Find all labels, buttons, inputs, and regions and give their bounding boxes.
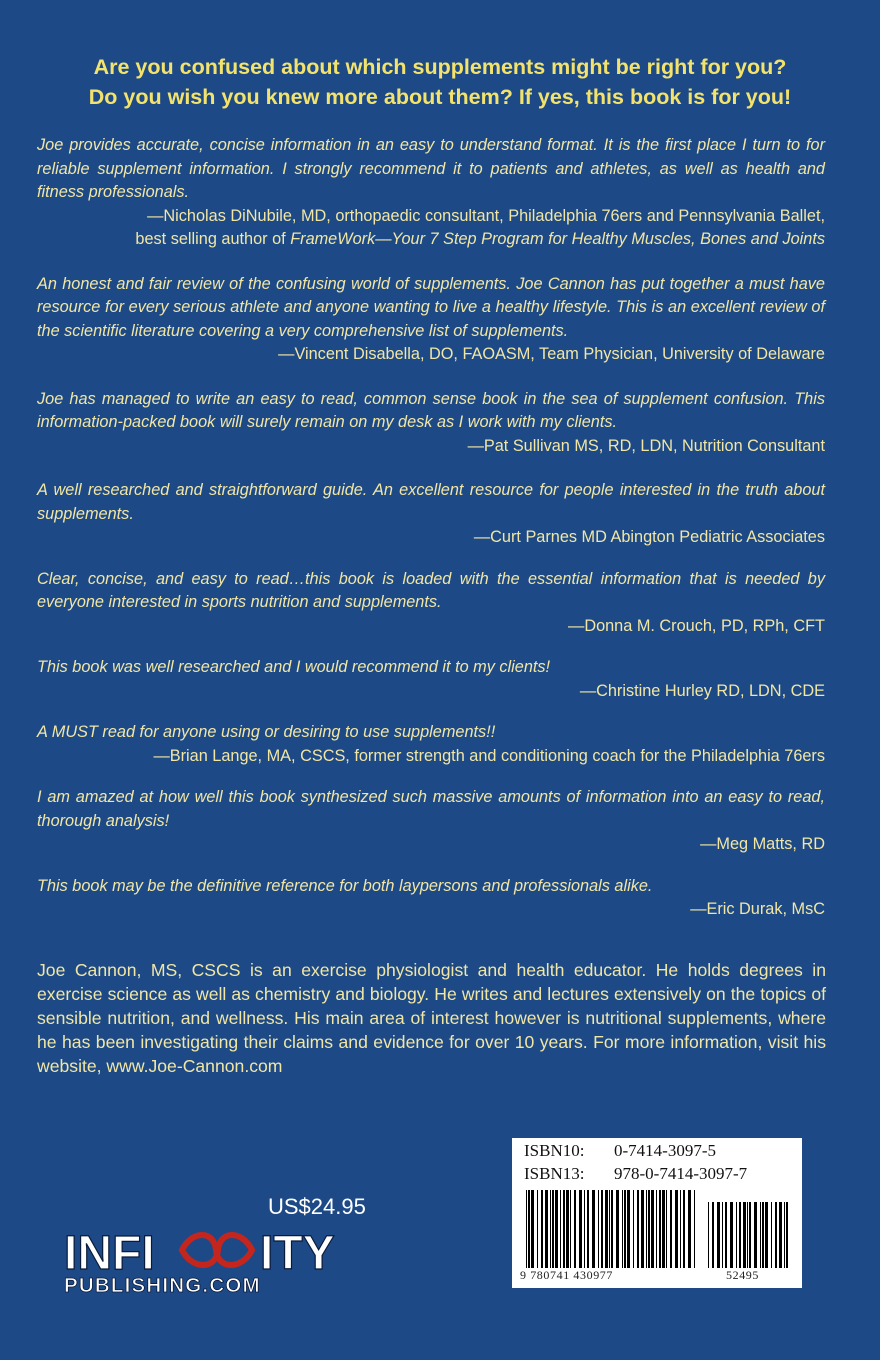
logo-text-ity: ITY — [260, 1227, 335, 1274]
barcode-bar — [641, 1190, 644, 1268]
testimonial-attribution: —Curt Parnes MD Abington Pediatric Associates — [473, 528, 825, 546]
barcode-bar — [531, 1190, 534, 1268]
barcode-bar — [570, 1190, 571, 1268]
barcode-bar — [662, 1190, 665, 1268]
barcode-bar — [611, 1190, 613, 1268]
testimonial-attribution-2 — [37, 228, 825, 252]
barcode-bar — [555, 1190, 558, 1268]
barcode-bar — [670, 1190, 672, 1268]
isbn13-value: 978-0-7414-3097-7 — [614, 1164, 748, 1183]
barcode-bar — [528, 1190, 530, 1268]
headline-line-1: Are you confused about which supplements might be right for you? — [93, 55, 787, 79]
testimonial-quote: A well researched and straightforward guide. An excellent resource for people interested in the truth about supplements. — [37, 481, 825, 523]
barcode-bar — [779, 1202, 782, 1268]
barcode-bar — [584, 1190, 585, 1268]
addon-digits: 52495 — [726, 1268, 759, 1282]
testimonial-quote: I am amazed at how well this book synthesized such massive amounts of information into an easy to read, thorough analysis! — [37, 788, 825, 830]
barcode-bar — [739, 1202, 741, 1268]
barcode-bar — [762, 1202, 764, 1268]
isbn10-value: 0-7414-3097-5 — [614, 1141, 716, 1160]
barcode-bar — [784, 1202, 785, 1268]
barcode-bar — [675, 1190, 678, 1268]
barcode-bar — [560, 1190, 561, 1268]
testimonial — [37, 721, 825, 768]
barcode-bars — [512, 1138, 802, 1288]
price: US$24.95 — [268, 1194, 366, 1219]
barcode-bar — [694, 1190, 695, 1268]
testimonial-attribution: —Pat Sullivan MS, RD, LDN, Nutrition Consultant — [467, 436, 825, 455]
barcode-bar — [579, 1190, 582, 1268]
testimonial-quote: Clear, concise, and easy to read…this book is loaded with the essential information that is needed by everyone interested in sports nutrition and supplements. — [37, 569, 825, 611]
barcode-bar — [624, 1190, 626, 1268]
barcode-bar — [526, 1190, 527, 1268]
barcode-bar — [775, 1202, 777, 1268]
barcode-bar — [656, 1190, 657, 1268]
barcode-bar — [747, 1202, 748, 1268]
barcode-bar — [592, 1190, 595, 1268]
barcode-bar — [743, 1202, 746, 1268]
barcode-bar — [754, 1202, 757, 1268]
publisher-sub: PUBLISHING.COM — [64, 1274, 261, 1297]
barcode-bar — [651, 1190, 654, 1268]
barcode-bar — [541, 1190, 543, 1268]
attribution-prefix: best selling author of — [135, 230, 291, 248]
testimonial — [37, 388, 825, 459]
publisher-logo — [64, 1224, 388, 1274]
testimonial — [37, 875, 825, 922]
barcode-bar — [648, 1190, 650, 1268]
barcode-bar — [550, 1190, 551, 1268]
barcode-box — [512, 1138, 802, 1288]
barcode-bar — [722, 1202, 723, 1268]
testimonial-quote: A MUST read for anyone using or desiring to use supplements!! — [37, 723, 496, 741]
barcode-bar — [605, 1190, 608, 1268]
author-bio: Joe Cannon, MS, CSCS is an exercise physiologist and health educator. He holds degrees in exercise science as well as chemistry and biology. He writes and lectures extensively on the topics of sensible nutrition, and wellness. His main area of interest however is nutritional supplements, where he has been investigating their claims and evidence for over 10 years. For more information, visit his website, www.Joe-Cannon.com — [37, 960, 826, 1076]
headline-line-2: Do you wish you knew more about them? If yes, this book is for you! — [88, 85, 792, 109]
barcode-bar — [688, 1190, 691, 1268]
isbn10-label: ISBN10: — [524, 1141, 585, 1160]
barcode-bar — [587, 1190, 589, 1268]
barcode-bar — [712, 1202, 714, 1268]
testimonial-attribution: —Eric Durak, MsC — [690, 900, 825, 918]
barcode-bar — [680, 1190, 681, 1268]
barcode-bar — [609, 1190, 610, 1268]
barcode-bar — [786, 1202, 788, 1268]
testimonial-quote: Joe has managed to write an easy to read, common sense book in the sea of supplement confusion. This information-packed book will surely remain on my desk as I work with my clients. — [37, 389, 825, 431]
barcode-bar — [683, 1190, 685, 1268]
barcode-bar — [736, 1202, 737, 1268]
testimonial-attribution: —Donna M. Crouch, PD, RPh, CFT — [568, 616, 825, 635]
testimonial-attribution: —Brian Lange, MA, CSCS, former strength and conditioning coach for the Philadelphia 76ers — [153, 746, 825, 765]
testimonial-quote: This book was well researched and I would recommend it to my clients! — [37, 658, 551, 676]
barcode-bar — [633, 1190, 634, 1268]
barcode-bar — [765, 1202, 768, 1268]
testimonial — [37, 134, 825, 252]
barcode-bar — [749, 1202, 751, 1268]
barcode-bar — [537, 1190, 538, 1268]
barcode-bar — [708, 1202, 709, 1268]
barcode-bar — [771, 1202, 772, 1268]
testimonial-quote: This book may be the definitive reference for both laypersons and professionals alike. — [37, 876, 653, 895]
barcode-bar — [725, 1202, 727, 1268]
barcode-bar — [563, 1190, 565, 1268]
testimonial — [37, 479, 825, 550]
barcode-bar — [760, 1202, 761, 1268]
testimonial-quote: Joe provides accurate, concise information in an easy to understand format. It is the first place I turn to for reliable supplement information. I strongly recommend it to patients and athletes, as well as health and fitness professionals. — [37, 136, 825, 201]
testimonial-quote: An honest and fair review of the confusing world of supplements. Joe Cannon has put together a must have resource for every serious athlete and anyone wanting to live a healthy lifestyle. This is an excellent review of the scientific literature covering a very comprehensive list of supplements. — [37, 274, 825, 340]
barcode-bar — [717, 1202, 720, 1268]
barcode-bar — [598, 1190, 599, 1268]
testimonial — [37, 786, 825, 857]
barcode-bar — [545, 1190, 548, 1268]
testimonial-attribution: —Nicholas DiNubile, MD, orthopaedic consultant, Philadelphia 76ers and Pennsylvania Ballet, — [147, 206, 825, 225]
testimonial-attribution: —Christine Hurley RD, LDN, CDE — [579, 681, 825, 700]
testimonials — [37, 134, 825, 922]
barcode-bar — [574, 1190, 576, 1268]
barcode-bar — [552, 1190, 554, 1268]
barcode-digits: 9 780741 430977 — [520, 1268, 613, 1282]
barcode-bar — [601, 1190, 603, 1268]
testimonial — [37, 273, 825, 367]
testimonial — [37, 568, 825, 639]
barcode-bar — [730, 1202, 733, 1268]
testimonial — [37, 656, 825, 703]
testimonial-attribution: —Meg Matts, RD — [700, 835, 825, 853]
isbn13-label: ISBN13: — [524, 1164, 585, 1183]
barcode-bar — [666, 1190, 667, 1268]
infinity-icon — [182, 1235, 252, 1265]
testimonial-attribution: —Vincent Disabella, DO, FAOASM, Team Physician, University of Delaware — [278, 345, 825, 363]
barcode-bar — [566, 1190, 569, 1268]
barcode-bar — [646, 1190, 647, 1268]
logo-text-inf: INFI — [64, 1227, 155, 1274]
book-title: FrameWork—Your 7 Step Program for Healthy Muscles, Bones and Joints — [290, 230, 825, 248]
barcode-bar — [616, 1190, 619, 1268]
headline — [40, 52, 840, 112]
barcode-bar — [627, 1190, 630, 1268]
barcode-bar — [659, 1190, 661, 1268]
barcode-bar — [622, 1190, 623, 1268]
barcode-bar — [637, 1190, 639, 1268]
